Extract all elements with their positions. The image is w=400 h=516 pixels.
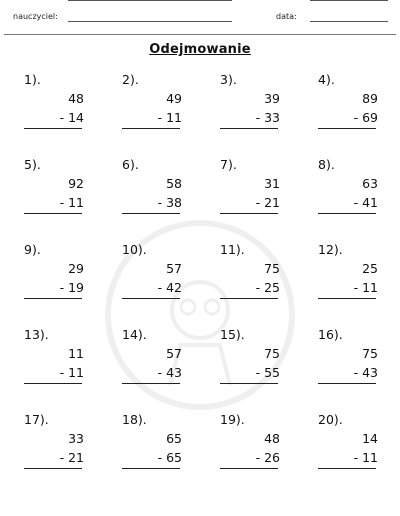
subtrahend: - 42 bbox=[157, 280, 182, 295]
problem-number: 6). bbox=[122, 157, 139, 172]
minuend: 57 bbox=[166, 261, 182, 276]
minuend: 48 bbox=[68, 91, 84, 106]
problem-number: 2). bbox=[122, 72, 139, 87]
subtrahend: - 11 bbox=[59, 365, 84, 380]
problem-number: 12). bbox=[318, 242, 343, 257]
minuend: 57 bbox=[166, 346, 182, 361]
minuend: 75 bbox=[264, 346, 280, 361]
answer-line bbox=[122, 128, 180, 129]
problem-number: 4). bbox=[318, 72, 335, 87]
minuend: 25 bbox=[362, 261, 378, 276]
problem-number: 9). bbox=[24, 242, 41, 257]
subtrahend: - 43 bbox=[353, 365, 378, 380]
subtrahend: - 26 bbox=[255, 450, 280, 465]
problem-16 bbox=[318, 327, 384, 407]
problem-18 bbox=[122, 412, 188, 492]
subtrahend: - 55 bbox=[255, 365, 280, 380]
answer-line bbox=[220, 383, 278, 384]
minuend: 89 bbox=[362, 91, 378, 106]
teacher-label: nauczyciel: bbox=[13, 12, 58, 21]
subtrahend: - 21 bbox=[59, 450, 84, 465]
problem-3 bbox=[220, 72, 286, 152]
answer-line bbox=[220, 128, 278, 129]
answer-line bbox=[24, 468, 82, 469]
problem-17 bbox=[24, 412, 90, 492]
subtrahend: - 19 bbox=[59, 280, 84, 295]
answer-line bbox=[24, 383, 82, 384]
problem-4 bbox=[318, 72, 384, 152]
date-line bbox=[310, 21, 388, 22]
minuend: 92 bbox=[68, 176, 84, 191]
problem-number: 17). bbox=[24, 412, 49, 427]
answer-line bbox=[24, 298, 82, 299]
page-title: Odejmowanie bbox=[149, 42, 251, 57]
answer-line bbox=[122, 298, 180, 299]
subtrahend: - 43 bbox=[157, 365, 182, 380]
minuend: 11 bbox=[68, 346, 84, 361]
minuend: 33 bbox=[68, 431, 84, 446]
problem-number: 16). bbox=[318, 327, 343, 342]
problem-number: 13). bbox=[24, 327, 49, 342]
problem-13 bbox=[24, 327, 90, 407]
answer-line bbox=[318, 298, 376, 299]
top-line-right bbox=[310, 0, 388, 1]
minuend: 48 bbox=[264, 431, 280, 446]
minuend: 65 bbox=[166, 431, 182, 446]
minuend: 39 bbox=[264, 91, 280, 106]
teacher-line bbox=[68, 21, 232, 22]
answer-line bbox=[122, 383, 180, 384]
top-line-left bbox=[68, 0, 232, 1]
minuend: 58 bbox=[166, 176, 182, 191]
answer-line bbox=[220, 468, 278, 469]
subtrahend: - 65 bbox=[157, 450, 182, 465]
subtrahend: - 33 bbox=[255, 110, 280, 125]
answer-line bbox=[318, 213, 376, 214]
problem-2 bbox=[122, 72, 188, 152]
subtrahend: - 25 bbox=[255, 280, 280, 295]
subtrahend: - 21 bbox=[255, 195, 280, 210]
minuend: 14 bbox=[362, 431, 378, 446]
subtrahend: - 11 bbox=[353, 280, 378, 295]
problem-11 bbox=[220, 242, 286, 322]
minuend: 75 bbox=[362, 346, 378, 361]
minuend: 31 bbox=[264, 176, 280, 191]
problem-5 bbox=[24, 157, 90, 237]
problem-number: 14). bbox=[122, 327, 147, 342]
problem-20 bbox=[318, 412, 384, 492]
problem-number: 20). bbox=[318, 412, 343, 427]
answer-line bbox=[122, 468, 180, 469]
problem-8 bbox=[318, 157, 384, 237]
problem-10 bbox=[122, 242, 188, 322]
problem-6 bbox=[122, 157, 188, 237]
problem-15 bbox=[220, 327, 286, 407]
subtrahend: - 38 bbox=[157, 195, 182, 210]
problem-1 bbox=[24, 72, 90, 152]
subtrahend: - 69 bbox=[353, 110, 378, 125]
problem-number: 8). bbox=[318, 157, 335, 172]
problem-number: 7). bbox=[220, 157, 237, 172]
problem-number: 5). bbox=[24, 157, 41, 172]
problem-number: 3). bbox=[220, 72, 237, 87]
answer-line bbox=[122, 213, 180, 214]
problem-12 bbox=[318, 242, 384, 322]
problem-9 bbox=[24, 242, 90, 322]
minuend: 29 bbox=[68, 261, 84, 276]
problem-number: 15). bbox=[220, 327, 245, 342]
answer-line bbox=[24, 128, 82, 129]
answer-line bbox=[220, 213, 278, 214]
answer-line bbox=[24, 213, 82, 214]
answer-line bbox=[220, 298, 278, 299]
problem-19 bbox=[220, 412, 286, 492]
minuend: 63 bbox=[362, 176, 378, 191]
problem-14 bbox=[122, 327, 188, 407]
subtrahend: - 41 bbox=[353, 195, 378, 210]
subtrahend: - 11 bbox=[157, 110, 182, 125]
problem-number: 10). bbox=[122, 242, 147, 257]
header-separator bbox=[4, 34, 396, 35]
problem-number: 18). bbox=[122, 412, 147, 427]
problem-7 bbox=[220, 157, 286, 237]
problem-number: 1). bbox=[24, 72, 41, 87]
subtrahend: - 14 bbox=[59, 110, 84, 125]
subtrahend: - 11 bbox=[59, 195, 84, 210]
subtrahend: - 11 bbox=[353, 450, 378, 465]
minuend: 49 bbox=[166, 91, 182, 106]
answer-line bbox=[318, 383, 376, 384]
minuend: 75 bbox=[264, 261, 280, 276]
problem-number: 11). bbox=[220, 242, 245, 257]
date-label: data: bbox=[276, 12, 297, 21]
answer-line bbox=[318, 468, 376, 469]
problem-number: 19). bbox=[220, 412, 245, 427]
answer-line bbox=[318, 128, 376, 129]
